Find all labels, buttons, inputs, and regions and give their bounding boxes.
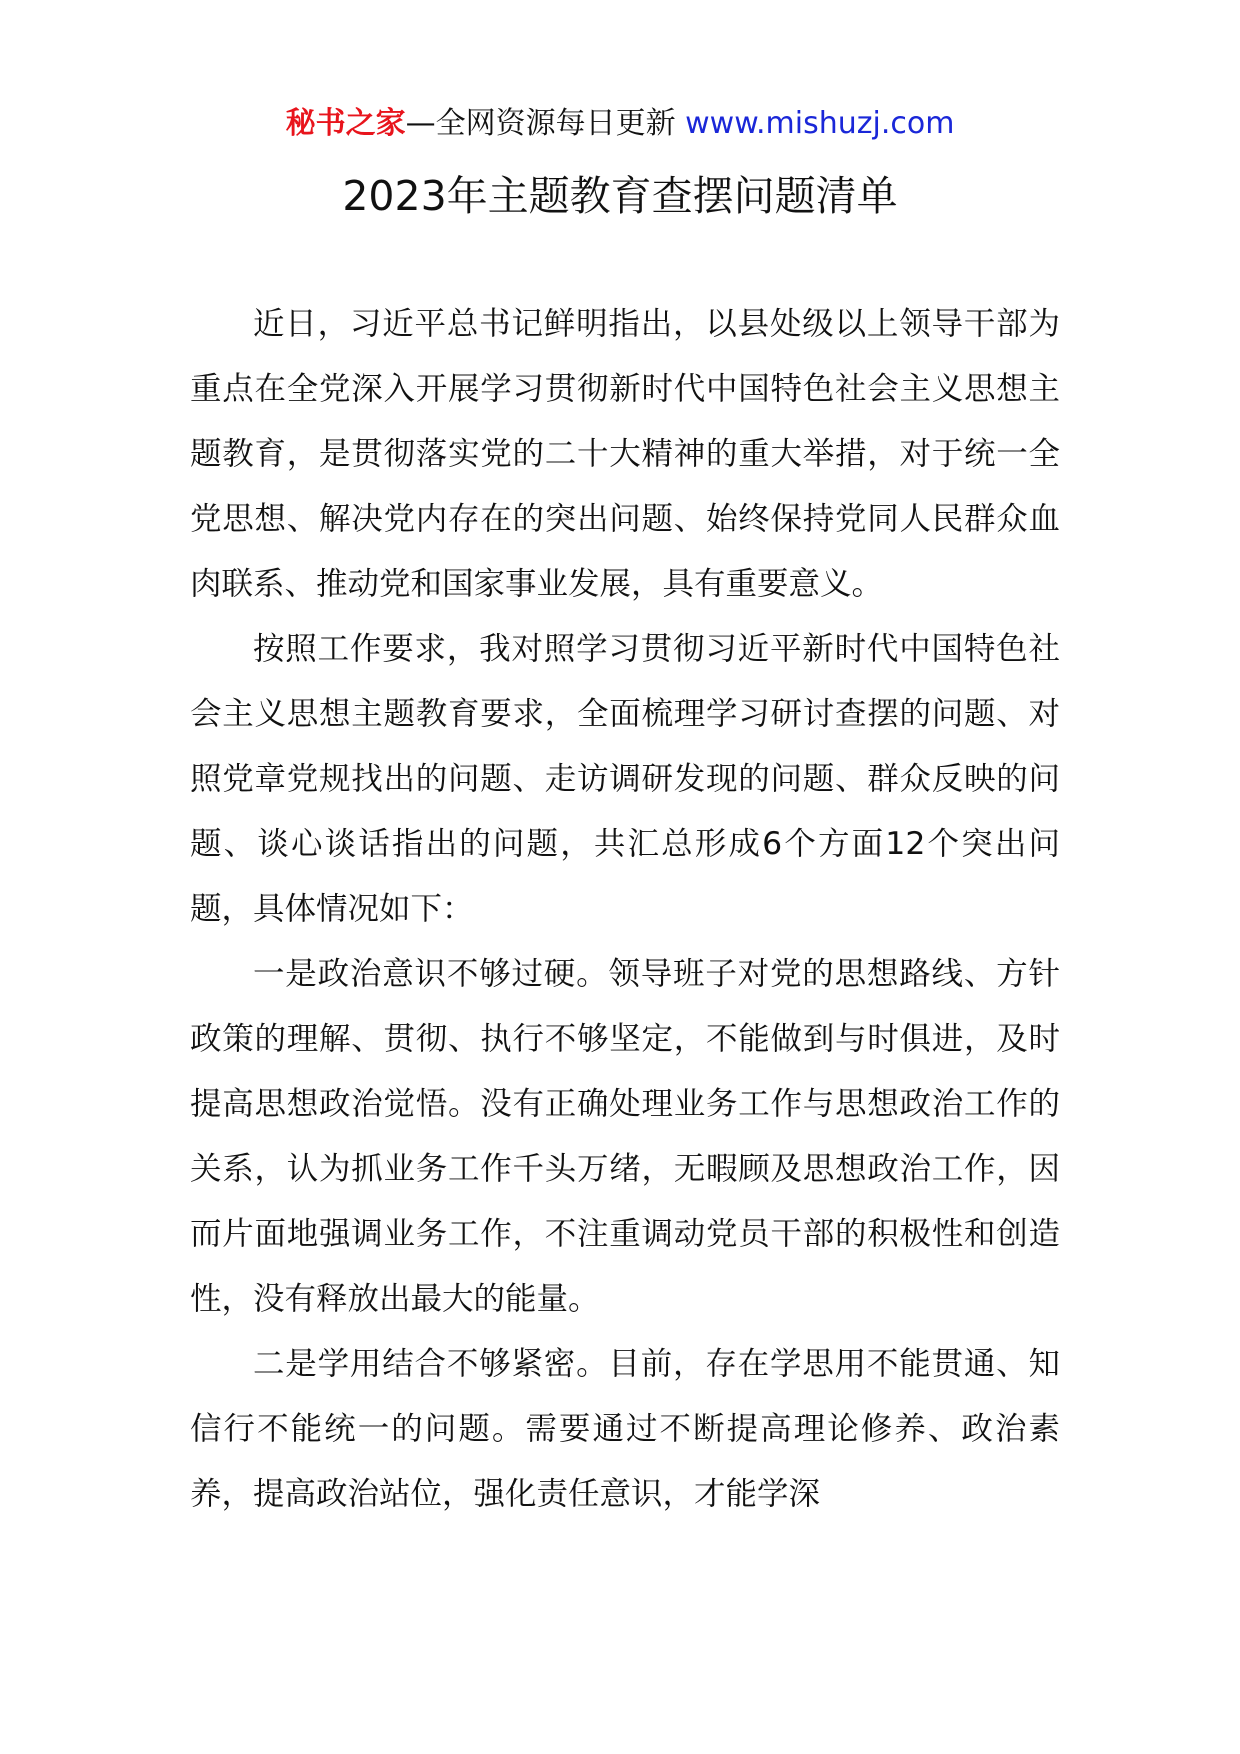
document-body <box>190 292 1060 1527</box>
paragraph-intro: 近日，习近平总书记鲜明指出，以县处级以上领导干部为重点在全党深入开展学习贯彻新时代中国特色社会主义思想主题教育，是贯彻落实党的二十大精神的重大举措，对于统一全党思想、解决党内存在的突出问题、始终保持党同人民群众血肉联系、推动党和国家事业发展，具有重要意义。 <box>190 306 1060 602</box>
document-title: 2023年主题教育查摆问题清单 <box>342 172 898 220</box>
site-header <box>0 104 1240 144</box>
site-url-link[interactable]: www.mishuzj.com <box>685 106 955 141</box>
paragraph-issue-one: 一是政治意识不够过硬。领导班子对党的思想路线、方针政策的理解、贯彻、执行不够坚定，不能做到与时俱进，及时提高思想政治觉悟。没有正确处理业务工作与思想政治工作的关系，认为抓业务工作千头万绪，无暇顾及思想政治工作，因而片面地强调业务工作，不注重调动党员干部的积极性和创造性，没有释放出最大的能量。 <box>190 956 1060 1317</box>
paragraph-overview: 按照工作要求，我对照学习贯彻习近平新时代中国特色社会主义思想主题教育要求，全面梳理学习研讨查摆的问题、对照党章党规找出的问题、走访调研发现的问题、群众反映的问题、谈心谈话指出的问题，共汇总形成6个方面12个突出问题，具体情况如下： <box>190 631 1060 927</box>
site-brand: 秘书之家 <box>285 106 406 141</box>
site-tagline: —全网资源每日更新 <box>405 106 676 141</box>
paragraph-issue-two: 二是学用结合不够紧密。目前，存在学思用不能贯通、知信行不能统一的问题。需要通过不断提高理论修养、政治素养，提高政治站位，强化责任意识，才能学深 <box>190 1346 1060 1512</box>
